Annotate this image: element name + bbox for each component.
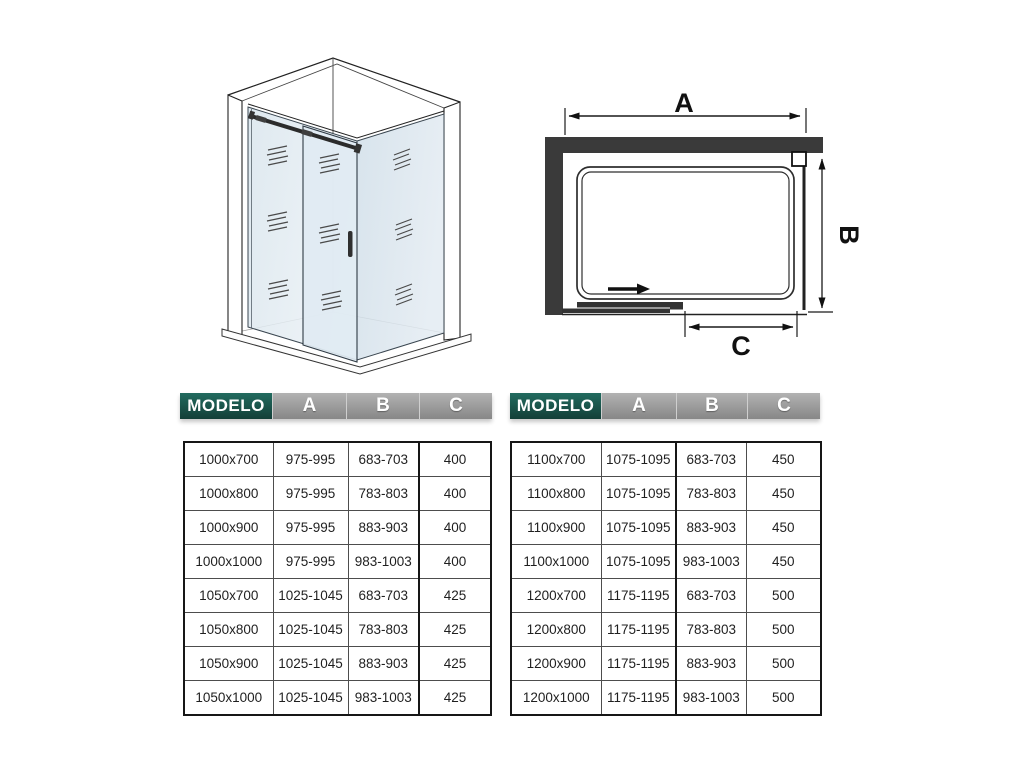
dimension-cell: 1075-1095: [601, 442, 676, 477]
dimension-cell: 450: [746, 477, 821, 511]
left-table-header: [180, 393, 492, 419]
dimension-cell: 983-1003: [676, 545, 746, 579]
header-c: C: [747, 393, 820, 419]
dimension-cell: 400: [419, 477, 491, 511]
header-a: A: [272, 393, 346, 419]
right-table-header: [510, 393, 820, 419]
table-row: [511, 579, 821, 613]
model-cell: 1100x700: [511, 442, 601, 477]
label-b: B: [834, 225, 864, 245]
table-row: [511, 647, 821, 681]
header-modelo: MODELO: [180, 393, 272, 419]
slide-direction-arrow: [608, 284, 650, 295]
dimension-cell: 783-803: [676, 613, 746, 647]
dimension-cell: 425: [419, 681, 491, 716]
model-cell: 1000x800: [184, 477, 273, 511]
table-row: [184, 681, 491, 716]
dimension-cell: 1175-1195: [601, 681, 676, 716]
header-modelo: MODELO: [510, 393, 601, 419]
dimension-cell: 500: [746, 579, 821, 613]
dimension-cell: 400: [419, 442, 491, 477]
tray-outline: [577, 167, 794, 299]
dimension-cell: 450: [746, 545, 821, 579]
table-row: [511, 477, 821, 511]
dimension-cell: 500: [746, 681, 821, 716]
dimension-cell: 1075-1095: [601, 477, 676, 511]
dimension-cell: 975-995: [273, 477, 348, 511]
wall-top: [545, 137, 823, 153]
model-cell: 1050x800: [184, 613, 273, 647]
left-spec-table: [183, 441, 492, 716]
header-b: B: [346, 393, 419, 419]
table-row: [511, 511, 821, 545]
plan-view-figure: [540, 85, 890, 370]
model-cell: 1050x700: [184, 579, 273, 613]
dimension-cell: 683-703: [348, 579, 419, 613]
dimension-cell: 1175-1195: [601, 613, 676, 647]
table-row: [184, 545, 491, 579]
left-spec-table-body: [184, 442, 491, 715]
right-spec-table: [510, 441, 822, 716]
dimension-cell: 783-803: [676, 477, 746, 511]
table-row: [184, 442, 491, 477]
shower-3d-figure: [185, 38, 495, 388]
dimension-cell: 975-995: [273, 442, 348, 477]
table-row: [184, 647, 491, 681]
dimension-cell: 683-703: [676, 442, 746, 477]
plan-view-drawing: [540, 85, 890, 370]
label-c: C: [731, 331, 751, 361]
table-row: [184, 511, 491, 545]
dimension-cell: 1025-1045: [273, 613, 348, 647]
dimension-b: [808, 159, 833, 312]
header-a: A: [601, 393, 676, 419]
dimension-cell: 1025-1045: [273, 647, 348, 681]
dimension-cell: 883-903: [676, 511, 746, 545]
dimension-cell: 500: [746, 647, 821, 681]
dimension-cell: 975-995: [273, 511, 348, 545]
dimension-cell: 783-803: [348, 477, 419, 511]
model-cell: 1100x1000: [511, 545, 601, 579]
side-glass-panel: [357, 114, 444, 360]
model-cell: 1200x700: [511, 579, 601, 613]
dimension-cell: 400: [419, 511, 491, 545]
model-cell: 1000x900: [184, 511, 273, 545]
dimension-cell: 1075-1095: [601, 545, 676, 579]
wall-left: [545, 137, 563, 315]
dimension-cell: 983-1003: [676, 681, 746, 716]
table-row: [184, 613, 491, 647]
dimension-cell: 883-903: [676, 647, 746, 681]
dimension-cell: 1025-1045: [273, 681, 348, 716]
table-row: [184, 477, 491, 511]
dimension-cell: 975-995: [273, 545, 348, 579]
table-row: [511, 681, 821, 716]
label-a: A: [674, 88, 694, 118]
model-cell: 1050x900: [184, 647, 273, 681]
dimension-cell: 1025-1045: [273, 579, 348, 613]
model-cell: 1000x700: [184, 442, 273, 477]
dimension-cell: 683-703: [348, 442, 419, 477]
table-row: [511, 613, 821, 647]
dimension-cell: 983-1003: [348, 681, 419, 716]
dimension-cell: 425: [419, 647, 491, 681]
shower-3d-drawing: [185, 38, 495, 388]
dimension-cell: 450: [746, 442, 821, 477]
wall-bracket: [792, 152, 806, 166]
model-cell: 1100x800: [511, 477, 601, 511]
door-handle: [348, 231, 353, 257]
dimension-cell: 983-1003: [348, 545, 419, 579]
sliding-door-plan: [562, 302, 683, 313]
dimension-cell: 425: [419, 613, 491, 647]
model-cell: 1200x1000: [511, 681, 601, 716]
model-cell: 1050x1000: [184, 681, 273, 716]
dimension-cell: 1175-1195: [601, 579, 676, 613]
dimension-cell: 500: [746, 613, 821, 647]
dimension-cell: 1075-1095: [601, 511, 676, 545]
dimension-cell: 450: [746, 511, 821, 545]
table-row: [511, 545, 821, 579]
dimension-cell: 683-703: [676, 579, 746, 613]
table-row: [511, 442, 821, 477]
header-b: B: [676, 393, 747, 419]
model-cell: 1100x900: [511, 511, 601, 545]
dimension-cell: 883-903: [348, 511, 419, 545]
model-cell: 1200x900: [511, 647, 601, 681]
dimension-cell: 425: [419, 579, 491, 613]
dimension-cell: 783-803: [348, 613, 419, 647]
header-c: C: [419, 393, 492, 419]
model-cell: 1000x1000: [184, 545, 273, 579]
right-spec-table-body: [511, 442, 821, 715]
model-cell: 1200x800: [511, 613, 601, 647]
table-row: [184, 579, 491, 613]
dimension-cell: 1175-1195: [601, 647, 676, 681]
dimension-cell: 400: [419, 545, 491, 579]
dimension-cell: 883-903: [348, 647, 419, 681]
